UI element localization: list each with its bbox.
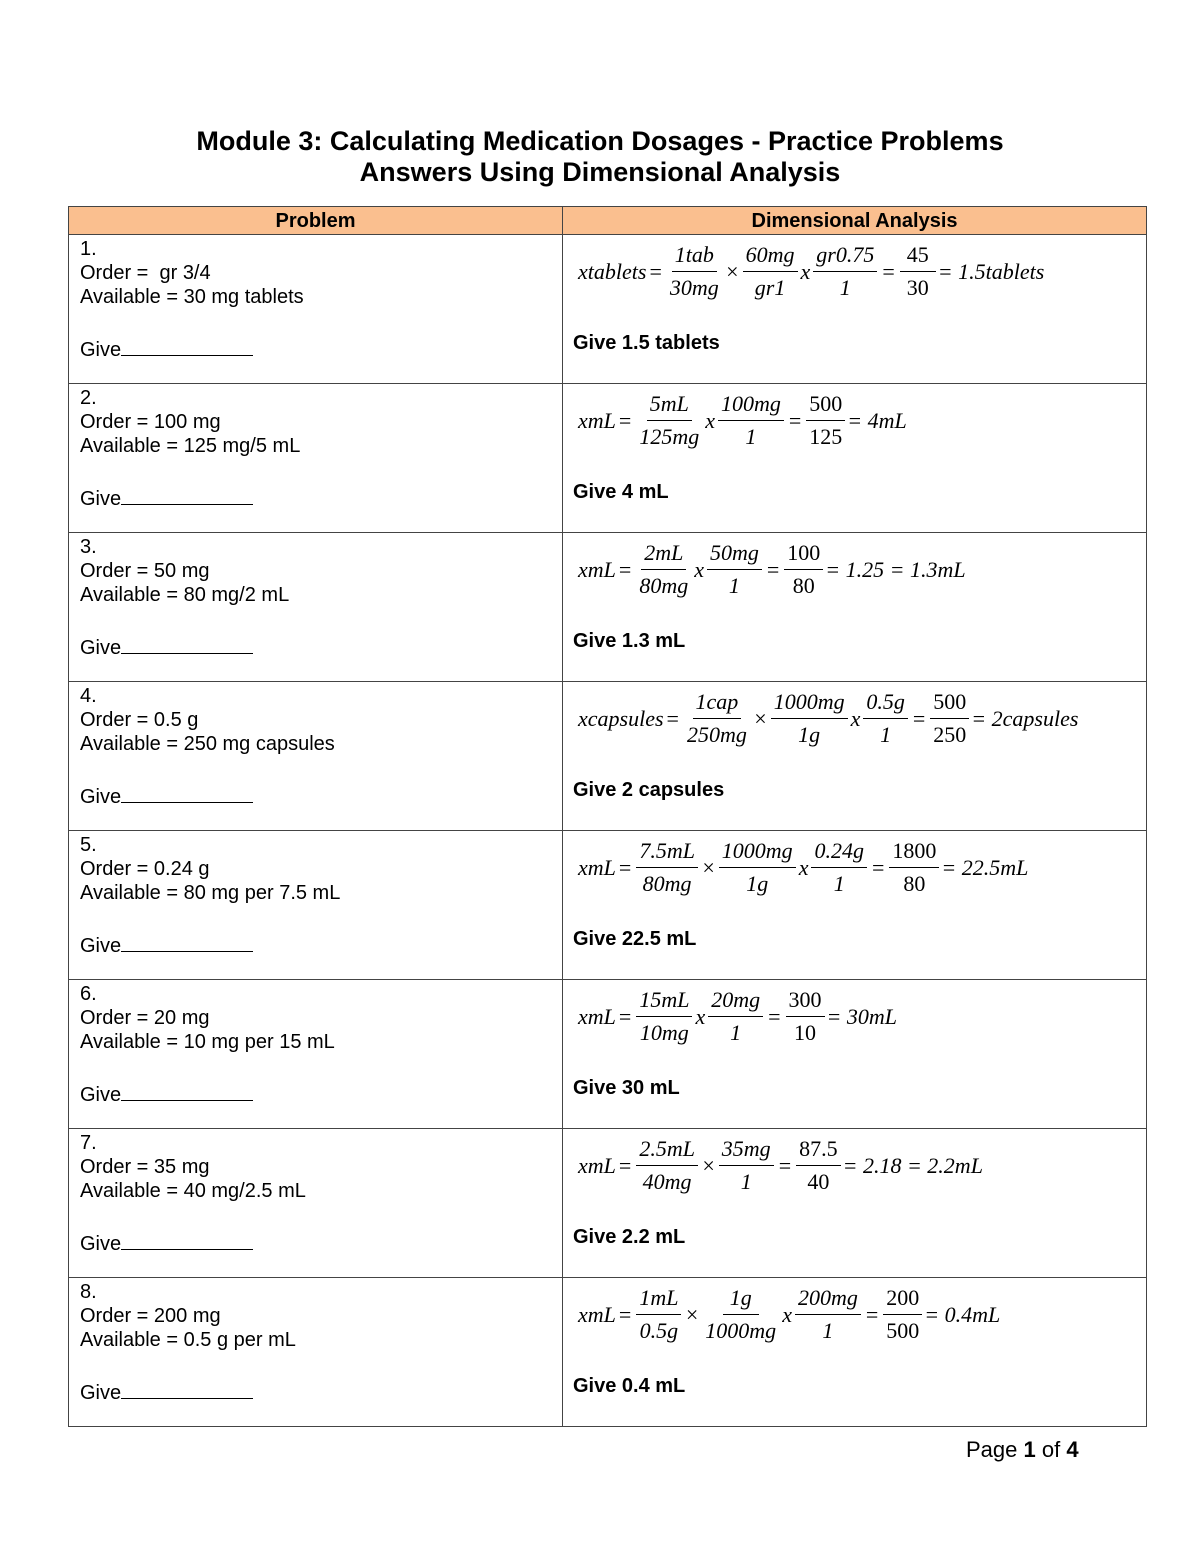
- fraction-2: [719, 1135, 774, 1196]
- give-line: [80, 633, 253, 660]
- footer-page-total: 4: [1066, 1437, 1079, 1462]
- fraction-2: [771, 688, 848, 749]
- fraction-2-numerator: 100mg: [718, 390, 784, 421]
- fraction-3-numerator: 0.24g: [811, 837, 867, 868]
- fraction-1-denominator: 250mg: [686, 722, 747, 747]
- fraction-2-denominator: 1: [745, 424, 757, 449]
- answer-text: Give 2.2 mL: [573, 1226, 686, 1248]
- equals-sign: =: [666, 705, 679, 731]
- table-row: [69, 682, 1147, 831]
- equals-sign: =: [882, 258, 895, 284]
- problem-cell: [69, 235, 563, 384]
- problem-order: Order = 50 mg: [80, 560, 210, 582]
- fraction-1-denominator: 0.5g: [639, 1318, 679, 1343]
- fraction-1: [636, 539, 691, 600]
- fraction-1-numerator: 5mL: [647, 390, 692, 421]
- problem-order: Order = 0.24 g: [80, 858, 210, 880]
- fraction-1-numerator: 15mL: [636, 986, 692, 1017]
- problem-number: 8.: [80, 1281, 97, 1303]
- analysis-cell: [563, 1278, 1147, 1427]
- equation-result: = 1.25 = 1.3mL: [825, 556, 966, 582]
- problem-cell: [69, 1129, 563, 1278]
- give-blank: [121, 782, 253, 803]
- answer-text: Give 4 mL: [573, 481, 669, 503]
- operator-1: x: [694, 556, 704, 582]
- answer-text: Give 1.3 mL: [573, 630, 686, 652]
- fraction-result-denominator: 10: [794, 1020, 817, 1045]
- equals-sign: =: [788, 407, 802, 433]
- fraction-2: [708, 986, 763, 1047]
- dimensional-equation: [578, 241, 1044, 302]
- fraction-3: [813, 241, 877, 302]
- problem-available: Available = 10 mg per 15 mL: [80, 1031, 335, 1053]
- equation-result: = 0.4mL: [924, 1301, 1001, 1327]
- problem-cell: [69, 533, 563, 682]
- page-subtitle: Answers Using Dimensional Analysis: [359, 157, 841, 187]
- fraction-3-numerator: 0.5g: [863, 688, 908, 719]
- equation-lhs: xmL: [578, 1003, 616, 1029]
- equals-sign: =: [778, 1152, 792, 1178]
- fraction-2-numerator: 35mg: [719, 1135, 774, 1166]
- answer-text: Give 2 capsules: [573, 779, 725, 801]
- problem-available: Available = 80 mg/2 mL: [80, 584, 290, 606]
- fraction-result-denominator: 500: [886, 1318, 920, 1343]
- fraction-result: [889, 837, 939, 898]
- fraction-result-numerator: 200: [883, 1284, 922, 1315]
- fraction-2: [743, 241, 798, 302]
- give-line: [80, 931, 253, 958]
- problem-order: Order = 20 mg: [80, 1007, 210, 1029]
- dimensional-equation: [578, 539, 966, 600]
- page-title: Module 3: Calculating Medication Dosages - Practice Problems: [196, 126, 1004, 156]
- dimensional-equation: [578, 688, 1078, 749]
- equation-result: = 22.5mL: [941, 854, 1029, 880]
- fraction-2-denominator: 1: [730, 1020, 742, 1045]
- fraction-result: [883, 1284, 922, 1345]
- problem-cell: [69, 682, 563, 831]
- fraction-3-denominator: 1: [880, 722, 892, 747]
- dimensional-equation: [578, 1284, 1000, 1345]
- fraction-2-numerator: 1g: [723, 1284, 759, 1315]
- problem-number: 1.: [80, 238, 97, 260]
- fraction-1: [636, 1284, 681, 1345]
- equation-lhs: xtablets: [578, 258, 647, 284]
- problem-cell: [69, 1278, 563, 1427]
- fraction-1: [684, 688, 750, 749]
- footer-page-word: Page: [966, 1437, 1018, 1462]
- equation-result: = 1.5tablets: [937, 258, 1045, 284]
- fraction-result: [930, 688, 969, 749]
- problem-cell: [69, 384, 563, 533]
- fraction-2-denominator: 1: [740, 1169, 752, 1194]
- give-blank: [121, 484, 253, 505]
- fraction-1-numerator: 1tab: [672, 241, 717, 272]
- analysis-cell: [563, 235, 1147, 384]
- equals-sign: =: [618, 854, 632, 880]
- problem-available: Available = 250 mg capsules: [80, 733, 335, 755]
- operator-2: x: [800, 258, 811, 284]
- operator-2: x: [850, 705, 861, 731]
- equals-sign: =: [649, 258, 662, 284]
- table-row: [69, 384, 1147, 533]
- fraction-1-numerator: 1cap: [693, 688, 742, 719]
- equals-sign: =: [618, 1003, 632, 1029]
- table-row: [69, 533, 1147, 682]
- fraction-3: [863, 688, 908, 749]
- give-label: Give: [80, 1382, 122, 1404]
- equals-sign: =: [618, 1301, 632, 1327]
- give-line: [80, 484, 253, 511]
- equation-result: = 2capsules: [971, 705, 1079, 731]
- fraction-2: [719, 837, 796, 898]
- fraction-3-denominator: 1: [839, 275, 851, 300]
- give-blank: [121, 931, 253, 952]
- fraction-2-denominator: 1000mg: [705, 1318, 777, 1343]
- fraction-2: [702, 1284, 779, 1345]
- answer-text: Give 1.5 tablets: [573, 332, 720, 354]
- problem-available: Available = 0.5 g per mL: [80, 1329, 296, 1351]
- fraction-1-denominator: 80mg: [639, 573, 689, 598]
- table-row: [69, 235, 1147, 384]
- operator-1: ×: [700, 1152, 716, 1178]
- problems-table: [68, 206, 1147, 1427]
- give-blank: [121, 335, 253, 356]
- give-label: Give: [80, 1084, 122, 1106]
- problem-available: Available = 40 mg/2.5 mL: [80, 1180, 306, 1202]
- equation-result: = 30mL: [826, 1003, 897, 1029]
- answer-text: Give 0.4 mL: [573, 1375, 686, 1397]
- fraction-1-denominator: 30mg: [669, 275, 719, 300]
- give-blank: [121, 1378, 253, 1399]
- dimensional-equation: [578, 390, 907, 451]
- fraction-2: [707, 539, 762, 600]
- problem-cell: [69, 980, 563, 1129]
- fraction-result-numerator: 500: [806, 390, 845, 421]
- table-row: [69, 1129, 1147, 1278]
- fraction-1: [667, 241, 722, 302]
- fraction-1-denominator: 10mg: [639, 1020, 689, 1045]
- fraction-result-numerator: 87.5: [796, 1135, 841, 1166]
- fraction-1-denominator: 125mg: [639, 424, 700, 449]
- fraction-1-numerator: 2mL: [641, 539, 686, 570]
- fraction-result: [784, 539, 823, 600]
- fraction-result: [900, 241, 936, 302]
- operator-1: ×: [724, 258, 740, 284]
- fraction-result-denominator: 80: [903, 871, 926, 896]
- analysis-cell: [563, 831, 1147, 980]
- fraction-result: [796, 1135, 841, 1196]
- fraction-2-denominator: 1g: [798, 722, 821, 747]
- operator-1: ×: [684, 1301, 700, 1327]
- equation-lhs: xmL: [578, 407, 616, 433]
- table-row: [69, 980, 1147, 1129]
- fraction-3: [795, 1284, 861, 1345]
- problem-order: Order = 200 mg: [80, 1305, 221, 1327]
- give-label: Give: [80, 339, 122, 361]
- dimensional-equation: [578, 986, 897, 1047]
- fraction-result-denominator: 250: [933, 722, 967, 747]
- footer-page-number: 1: [1023, 1437, 1036, 1462]
- equals-sign: =: [618, 556, 632, 582]
- equation-result: = 4mL: [847, 407, 907, 433]
- fraction-result-denominator: 125: [809, 424, 843, 449]
- equation-lhs: xmL: [578, 556, 616, 582]
- fraction-2-numerator: 60mg: [743, 241, 798, 272]
- give-line: [80, 335, 253, 362]
- operator-1: x: [695, 1003, 706, 1029]
- fraction-result-denominator: 30: [906, 275, 929, 300]
- table-row: [69, 831, 1147, 980]
- operator-2: x: [798, 854, 809, 880]
- problem-number: 3.: [80, 536, 97, 558]
- fraction-result-denominator: 40: [807, 1169, 830, 1194]
- equals-sign: =: [768, 1003, 781, 1029]
- footer-of-word: of: [1041, 1437, 1061, 1462]
- problem-number: 7.: [80, 1132, 97, 1154]
- equals-sign: =: [618, 1152, 632, 1178]
- fraction-2-numerator: 1000mg: [771, 688, 848, 719]
- fraction-2-denominator: 1: [728, 573, 740, 598]
- problem-available: Available = 80 mg per 7.5 mL: [80, 882, 341, 904]
- fraction-1: [636, 1135, 698, 1196]
- equals-sign: =: [766, 556, 780, 582]
- give-line: [80, 782, 253, 809]
- fraction-3-denominator: 1: [822, 1318, 834, 1343]
- fraction-2: [718, 390, 784, 451]
- operator-1: x: [705, 407, 715, 433]
- fraction-result: [786, 986, 825, 1047]
- answer-text: Give 30 mL: [573, 1077, 680, 1099]
- fraction-3-numerator: gr0.75: [813, 241, 877, 272]
- equation-result: = 2.18 = 2.2mL: [842, 1152, 983, 1178]
- answer-text: Give 22.5 mL: [573, 928, 697, 950]
- dimensional-equation: [578, 1135, 983, 1196]
- problem-cell: [69, 831, 563, 980]
- fraction-3-numerator: 200mg: [795, 1284, 861, 1315]
- fraction-result-denominator: 80: [792, 573, 815, 598]
- equals-sign: =: [871, 854, 885, 880]
- fraction-1: [636, 837, 698, 898]
- fraction-1-denominator: 80mg: [642, 871, 692, 896]
- give-label: Give: [80, 935, 122, 957]
- give-blank: [121, 1080, 253, 1101]
- equation-lhs: xmL: [578, 1152, 616, 1178]
- fraction-3-denominator: 1: [833, 871, 845, 896]
- equation-lhs: xmL: [578, 1301, 616, 1327]
- equals-sign: =: [618, 407, 632, 433]
- problem-number: 2.: [80, 387, 97, 409]
- fraction-2-numerator: 20mg: [708, 986, 763, 1017]
- fraction-1: [636, 986, 692, 1047]
- equals-sign: =: [865, 1301, 879, 1327]
- problem-order: Order = 0.5 g: [80, 709, 199, 731]
- fraction-result-numerator: 45: [900, 241, 936, 272]
- give-label: Give: [80, 786, 122, 808]
- problem-number: 6.: [80, 983, 97, 1005]
- fraction-2-numerator: 1000mg: [719, 837, 796, 868]
- analysis-cell: [563, 682, 1147, 831]
- problem-order: Order = 100 mg: [80, 411, 221, 433]
- table-header-row: [69, 207, 1147, 235]
- problem-number: 4.: [80, 685, 97, 707]
- problem-available: Available = 125 mg/5 mL: [80, 435, 301, 457]
- fraction-result-numerator: 1800: [889, 837, 939, 868]
- header-problem: Problem: [69, 207, 563, 235]
- fraction-result-numerator: 100: [784, 539, 823, 570]
- give-blank: [121, 633, 253, 654]
- fraction-2-denominator: gr1: [754, 275, 786, 300]
- problem-order: Order = gr 3/4: [80, 262, 211, 284]
- equation-lhs: xmL: [578, 854, 616, 880]
- give-label: Give: [80, 488, 122, 510]
- fraction-3: [811, 837, 867, 898]
- analysis-cell: [563, 1129, 1147, 1278]
- analysis-cell: [563, 980, 1147, 1129]
- fraction-1-numerator: 2.5mL: [636, 1135, 698, 1166]
- give-blank: [121, 1229, 253, 1250]
- give-label: Give: [80, 637, 122, 659]
- dimensional-equation: [578, 837, 1028, 898]
- fraction-result-numerator: 300: [786, 986, 825, 1017]
- table-row: [69, 1278, 1147, 1427]
- equals-sign: =: [912, 705, 926, 731]
- fraction-1-numerator: 1mL: [636, 1284, 681, 1315]
- problem-order: Order = 35 mg: [80, 1156, 210, 1178]
- page-footer: [966, 1437, 1079, 1463]
- fraction-1-numerator: 7.5mL: [636, 837, 698, 868]
- fraction-1-denominator: 40mg: [642, 1169, 692, 1194]
- fraction-result-numerator: 500: [930, 688, 969, 719]
- header-dimensional-analysis: Dimensional Analysis: [563, 207, 1147, 235]
- operator-2: x: [782, 1301, 792, 1327]
- fraction-2-denominator: 1g: [746, 871, 769, 896]
- fraction-2-numerator: 50mg: [707, 539, 762, 570]
- give-line: [80, 1080, 253, 1107]
- analysis-cell: [563, 533, 1147, 682]
- problem-number: 5.: [80, 834, 97, 856]
- give-line: [80, 1378, 253, 1405]
- give-line: [80, 1229, 253, 1256]
- operator-1: ×: [752, 705, 768, 731]
- analysis-cell: [563, 384, 1147, 533]
- give-label: Give: [80, 1233, 122, 1255]
- problem-available: Available = 30 mg tablets: [80, 286, 304, 308]
- fraction-result: [806, 390, 845, 451]
- equation-lhs: xcapsules: [578, 705, 664, 731]
- operator-1: ×: [700, 854, 716, 880]
- fraction-1: [636, 390, 702, 451]
